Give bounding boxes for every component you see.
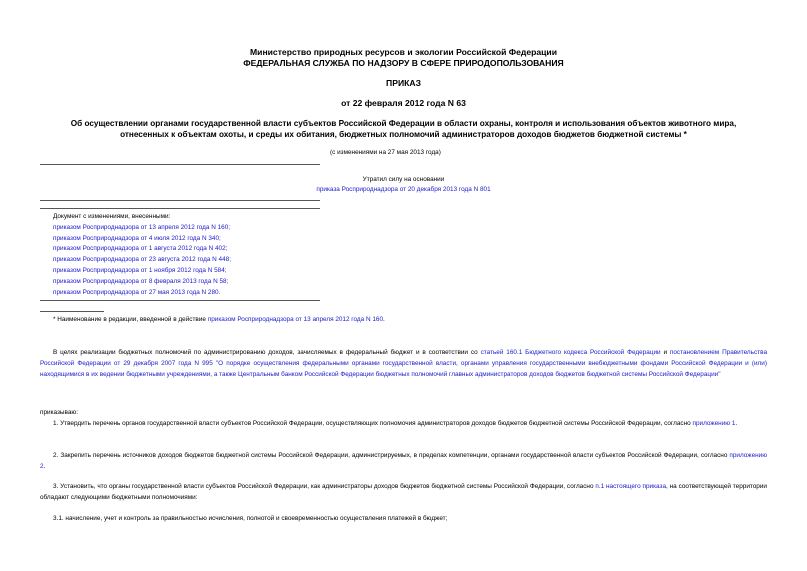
order-item-3 — [40, 482, 767, 504]
amendments-block — [53, 212, 231, 298]
appendix-2-link[interactable]: приложению 2 — [40, 452, 768, 470]
footnote-link[interactable]: приказом Росприроднадзора от 13 апреля 2012 года N 160 — [207, 316, 384, 323]
preamble-and: и — [663, 349, 668, 356]
doc-date-number: от 22 февраля 2012 года N 63 — [341, 98, 466, 108]
this-order-link[interactable]: настоящего приказа — [606, 483, 667, 490]
doc-title-line2: отнесенных к объектам охоты, и среды их обитания, бюджетных полномочий администраторов доходов бюджетов бюджетной системы * — [120, 130, 687, 139]
amendment-link[interactable]: приказом Росприроднадзора от 4 июля 2012 года N 340; — [53, 234, 221, 242]
government-resolution-link[interactable]: постановлением Правительства Российской Федерации от 29 декабря 2007 года N 995 "О порядке осуществления федеральными органами государственной власти, органами управления государственными внебюджетными фондами Российской Федерации и (или) находящимися в их ведении бюджетными учреждениями, а также Центральным банком Российской Федерации бюджетных полномочий главных администраторов доходов бюджетов бюджетной системы Российской Федерации" — [40, 349, 767, 378]
service-name: ФЕДЕРАЛЬНАЯ СЛУЖБА ПО НАДЗОРУ В СФЕРЕ ПРИРОДОПОЛЬЗОВАНИЯ — [243, 58, 564, 68]
order-item-3-end: , на соответствующей территории обладают следующими бюджетными полномочиями: — [40, 483, 767, 501]
prikazyvayu: приказываю: — [40, 409, 78, 416]
amendment-link[interactable]: приказом Росприроднадзора от 13 апреля 2012 года N 160; — [53, 223, 231, 231]
divider — [40, 164, 320, 165]
ministry-name: Министерство природных ресурсов и экологии Российской Федерации — [250, 47, 557, 57]
doc-title-line1: Об осуществлении органами государственной власти субъектов Российской Федерации в области охраны, контроля и использования объектов животного мира, — [70, 119, 737, 128]
footnote — [53, 315, 385, 324]
order-item-3-1: 3.1. начисление, учет и контроль за правильностью исчисления, полнотой и своевременностью осуществления платежей в бюджет; — [53, 515, 448, 522]
item-1-link[interactable]: п.1 — [595, 483, 605, 490]
budget-code-link[interactable]: статьей 160.1 Бюджетного кодекса Российской Федерации — [480, 349, 661, 356]
amendment-link[interactable]: приказом Росприроднадзора от 27 мая 2013 года N 280. — [53, 288, 221, 296]
amendment-link[interactable]: приказом Росприроднадзора от 1 ноября 2012 года N 584; — [53, 266, 227, 274]
appendix-1-link[interactable]: приложению 1 — [692, 420, 736, 427]
amended-note: (с изменениями на 27 мая 2013 года) — [330, 149, 441, 156]
order-item-1-end: . — [735, 420, 738, 427]
preamble-text: В целях реализации бюджетных полномочий по администрированию доходов, зачисляемых в федеральный бюджет и в соответствии со — [53, 349, 478, 356]
order-item-2-text: 2. Закрепить перечень источников доходов бюджетов бюджетной системы Российской Федерации, администрируемых, в пределах компетенции, органами государственной власти субъектов Российской Федерации, согласно — [53, 452, 728, 459]
order-item-2-end: . — [43, 462, 46, 470]
lost-force-link[interactable]: приказа Росприроднадзора от 20 декабря 2013 года N 801 — [316, 186, 491, 193]
amendments-title: Документ с изменениями, внесенными: — [53, 213, 171, 220]
doc-type: ПРИКАЗ — [386, 78, 421, 88]
preamble — [40, 348, 767, 380]
amendment-link[interactable]: приказом Росприроднадзора от 1 августа 2012 года N 402; — [53, 245, 228, 253]
lost-force-text: Утратил силу на основании — [362, 176, 445, 183]
footnote-end: . — [383, 316, 385, 323]
amendment-link[interactable]: приказом Росприроднадзора от 23 августа 2012 года N 448; — [53, 256, 231, 264]
order-item-1-text: 1. Утвердить перечень органов государственной власти субъектов Российской Федерации, осуществляющих полномочия администраторов доходов бюджетов бюджетной системы Российской Федерации, согласно — [53, 420, 691, 427]
divider — [40, 200, 320, 201]
footnote-rule — [40, 311, 104, 312]
order-item-2 — [40, 451, 767, 473]
divider — [40, 208, 320, 209]
order-item-1 — [40, 419, 767, 430]
footnote-text: * Наименование в редакции, введенной в действие — [53, 316, 206, 323]
order-item-3-text: 3. Установить, что органы государственной власти субъектов Российской Федерации, как администраторы доходов бюджетов бюджетной системы Российской Федерации, согласно — [53, 483, 594, 490]
divider — [40, 300, 320, 301]
amendment-link[interactable]: приказом Росприроднадзора от 8 февраля 2013 года N 58; — [53, 277, 229, 285]
